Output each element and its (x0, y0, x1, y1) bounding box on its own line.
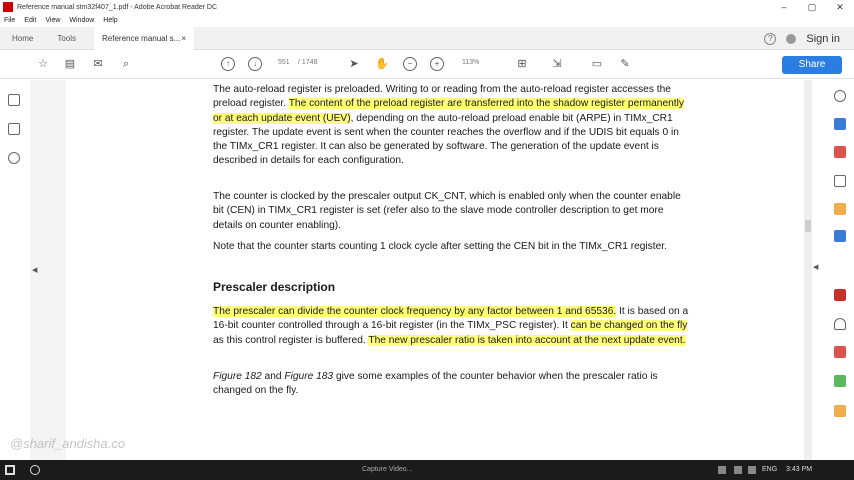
menu-file[interactable]: File (4, 16, 16, 24)
menu-view[interactable]: View (45, 16, 61, 24)
p5-and: and (261, 371, 285, 382)
page-up-icon[interactable]: ↑ (221, 57, 235, 71)
header-right (764, 27, 840, 50)
fit-page-icon[interactable]: ⊞ (517, 58, 527, 70)
minimize-button[interactable]: – (781, 2, 787, 12)
export-pdf-icon[interactable] (834, 118, 846, 130)
p4-highlight-1: The prescaler can divide the counter clock frequency by any factor between 1 and 65536. (213, 306, 617, 317)
p5-text: give some examples of the counter behavior when the prescaler ratio is changed on the fly. (213, 371, 658, 397)
p1-text-a: The auto-reload register is preloaded. Writing to or reading from the auto-reload register accesses the preload register. (213, 84, 671, 110)
search-icon[interactable]: ⌕ (122, 58, 130, 70)
document-scrollbar[interactable] (804, 80, 812, 460)
p4-highlight-2: can be changed on the fly (570, 320, 688, 332)
title-bar (0, 0, 854, 14)
figure-182-link[interactable]: Figure 182 (213, 371, 262, 382)
send-for-signature-icon[interactable] (834, 346, 846, 358)
scroll-mode-icon[interactable]: ⇲ (552, 58, 562, 70)
heading-prescaler: Prescaler description (213, 280, 336, 294)
paragraph-counter-clock: The counter is clocked by the prescaler output CK_CNT, which is enabled only when the counter enable bit (CEN) in TIMx_CR1 register is set (refer also to the slave mode controller description to get more details on counter enabling). (213, 191, 681, 231)
scrollbar-thumb[interactable] (805, 220, 811, 232)
tab-tools[interactable]: Tools (57, 33, 77, 43)
clock[interactable]: 3:43 PM (786, 466, 813, 473)
menu-window[interactable]: Window (69, 16, 95, 24)
menu-help[interactable]: Help (103, 16, 118, 24)
tab-close-icon[interactable]: × (181, 33, 187, 43)
create-pdf-icon[interactable] (834, 146, 846, 158)
windows-taskbar (0, 460, 854, 480)
bookmarks-icon[interactable] (8, 123, 20, 135)
figure-183-link[interactable]: Figure 183 (284, 371, 334, 382)
page-down-icon[interactable]: ↓ (248, 57, 262, 71)
comment-tool-icon[interactable] (834, 203, 846, 215)
start-icon[interactable] (5, 465, 15, 475)
window-title: Reference manual stm32f407_1.pdf - Adobe Acrobat Reader DC (17, 3, 218, 11)
fill-sign-icon[interactable] (834, 289, 846, 301)
toolbar (0, 51, 854, 79)
p1-highlight: The content of the preload register are transferred into the shadow register permanently or at each update event (UEV) (213, 98, 684, 124)
p4-text-a: It is based on a 16-bit counter controlled through a 16-bit register (in the TIMx_PSC register). It (213, 306, 689, 332)
more-tools-icon[interactable] (834, 405, 846, 417)
volume-icon[interactable] (748, 466, 756, 474)
paragraph-auto-reload (213, 83, 693, 169)
p4-text-b: as this control register is buffered. (213, 334, 369, 346)
page-total: / 1748 (298, 59, 318, 66)
paragraph-figures (213, 370, 693, 399)
paragraph-note: Note that the counter starts counting 1 clock cycle after setting the CEN bit in the TIMx_CR1 register. (213, 241, 667, 252)
window-controls (770, 0, 854, 14)
left-rail (0, 80, 30, 460)
sign-in-link[interactable]: Sign in (806, 32, 840, 45)
acrobat-app-icon (3, 2, 13, 12)
tab-document[interactable] (94, 27, 194, 50)
document-view (66, 80, 804, 460)
attachments-icon[interactable] (8, 152, 20, 164)
maximize-button[interactable]: ▢ (807, 2, 817, 12)
print-icon[interactable]: ▤ (64, 58, 76, 70)
protect-icon[interactable] (834, 318, 846, 330)
page-thumbnails-icon[interactable] (8, 94, 20, 106)
tab-document-label: Reference manual s... (102, 33, 181, 43)
share-label: Share (798, 59, 826, 70)
menu-bar (0, 14, 854, 26)
p1-text-b: , depending on the auto-reload preload enable bit (ARPE) in TIMx_CR1 register. The update event is sent when the counter reaches the overflow and if the UDIS bit equals 0 in the TIMx_CR1 register. It can also be generated by software. The generation of the update event is described in details for each configuration. (213, 112, 679, 167)
edit-pdf-icon[interactable] (834, 175, 846, 187)
expand-left-panel-icon[interactable]: ◀ (32, 267, 38, 274)
collapse-right-panel-icon[interactable]: ◀ (813, 264, 819, 271)
combine-files-icon[interactable] (834, 230, 846, 242)
star-icon[interactable]: ☆ (38, 58, 48, 70)
paragraph-prescaler (213, 305, 693, 348)
share-button[interactable] (782, 56, 842, 74)
page-number-input[interactable]: 551 (278, 59, 290, 66)
help-icon[interactable]: ? (764, 33, 776, 45)
tray-icon[interactable] (718, 466, 726, 474)
search-tools-icon[interactable] (834, 90, 846, 102)
tab-bar (0, 27, 854, 50)
menu-edit[interactable]: Edit (24, 16, 37, 24)
close-window-button[interactable]: ✕ (836, 2, 844, 12)
p4-highlight-3: The new prescaler ratio is taken into account at the next update event. (368, 334, 686, 346)
zoom-out-icon[interactable]: − (403, 57, 417, 71)
tab-home[interactable]: Home (12, 33, 34, 43)
comment-icon[interactable]: ▭ (591, 58, 603, 70)
zoom-in-icon[interactable]: + (430, 57, 444, 71)
notification-icon[interactable] (786, 34, 796, 44)
language-indicator[interactable]: ENG (762, 466, 778, 473)
stamp-icon[interactable] (834, 375, 846, 387)
left-panel-strip (30, 80, 66, 460)
right-tool-rail (826, 80, 854, 460)
pen-icon[interactable]: ✎ (620, 58, 630, 70)
select-cursor-icon[interactable]: ➤ (349, 58, 359, 70)
hand-tool-icon[interactable]: ✋ (375, 58, 389, 70)
cortana-icon[interactable] (30, 465, 40, 475)
email-icon[interactable]: ✉ (93, 58, 103, 70)
network-icon[interactable] (734, 466, 742, 474)
zoom-level[interactable]: 113% (462, 59, 480, 66)
watermark: @sharif_andisha.co (10, 436, 126, 451)
capture-video-label[interactable]: Capture Video... (362, 466, 413, 473)
